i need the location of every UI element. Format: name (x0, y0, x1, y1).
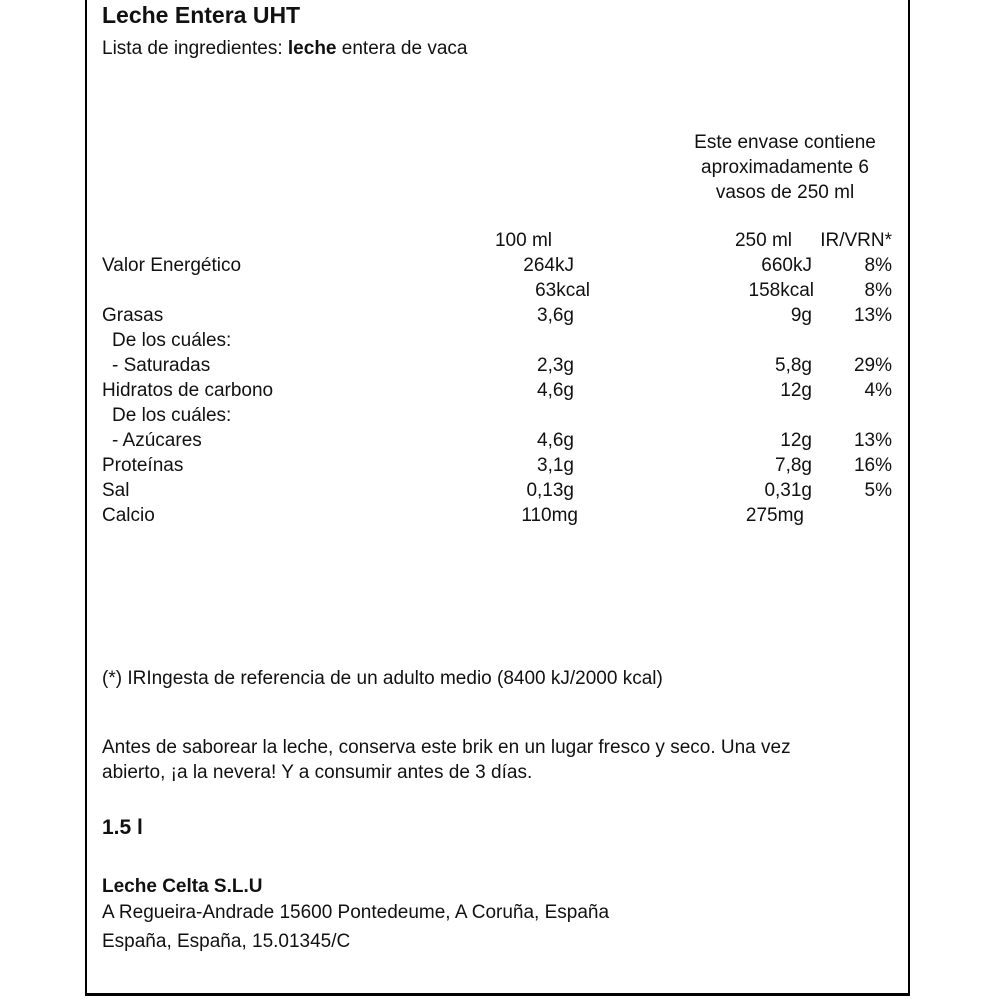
serving-note (640, 130, 930, 205)
value-ir: 4% (864, 380, 892, 401)
table-row (102, 378, 892, 403)
value-per-250: 660kJ (761, 255, 812, 276)
value-per-250: 9g (790, 305, 812, 326)
ingredients-allergen: leche (287, 38, 337, 59)
table-row (102, 478, 892, 503)
value-per-100: 3,6g (537, 305, 574, 326)
nutrient-label: Sal (102, 480, 130, 501)
value-per-100: 2,3g (537, 355, 574, 376)
nutrient-label: - Azúcares (112, 430, 202, 451)
value-ir: 13% (853, 305, 892, 326)
value-per-250: 0,31g (764, 480, 812, 501)
ingredients-prefix: Lista de ingredientes: (102, 38, 288, 59)
value-per-250: 7,8g (775, 455, 812, 476)
nutrient-label: Valor Energético (102, 255, 242, 276)
nutrient-label: Grasas (102, 305, 164, 326)
company-registry: España, España, 15.01345/C (102, 931, 351, 952)
header-per-250: 250 ml (734, 230, 792, 251)
nutrient-label: Calcio (102, 505, 155, 526)
table-row (102, 503, 892, 528)
company-address: A Regueira-Andrade 15600 Pontedeume, A Coruña, España (102, 902, 610, 923)
footnote: (*) IRIngesta de referencia de un adulto medio (8400 kJ/2000 kcal) (102, 668, 663, 689)
value-per-100: 264kJ (523, 255, 574, 276)
value-per-100: 3,1g (537, 455, 574, 476)
nutrient-label: - Saturadas (112, 355, 211, 376)
value-ir: 8% (864, 280, 892, 301)
header-per-100: 100 ml (494, 230, 552, 251)
nutrient-sublabel: De los cuáles: (112, 405, 232, 426)
storage-line: abierto, ¡a la nevera! Y a consumir antes de 3 días. (102, 762, 533, 783)
table-row (102, 303, 892, 328)
value-per-250: 275mg (745, 505, 804, 526)
value-per-250: 12g (780, 430, 812, 451)
table-row (102, 353, 892, 378)
value-ir: 29% (853, 355, 892, 376)
value-per-100: 0,13g (526, 480, 574, 501)
value-per-250: 158kcal (748, 280, 814, 301)
table-row (102, 253, 892, 278)
company-name: Leche Celta S.L.U (102, 876, 263, 897)
value-per-100: 63kcal (535, 280, 590, 301)
value-per-250: 5,8g (775, 355, 812, 376)
ingredients-list (102, 38, 467, 60)
value-per-250: 12g (780, 380, 812, 401)
serving-note-line: vasos de 250 ml (715, 182, 855, 203)
storage-line: Antes de saborear la leche, conserva este brik en un lugar fresco y seco. Una vez (102, 737, 791, 758)
header-ir-vrn: IR/VRN* (820, 230, 892, 251)
table-row (102, 453, 892, 478)
nutrient-label: Proteínas (102, 455, 184, 476)
product-title: Leche Entera UHT (102, 2, 301, 28)
value-ir: 5% (864, 480, 892, 501)
value-per-100: 4,6g (537, 380, 574, 401)
ingredients-suffix: entera de vaca (336, 38, 468, 59)
table-header-row (102, 228, 892, 253)
serving-note-line: Este envase contiene (694, 132, 876, 153)
nutrient-label: Hidratos de carbono (102, 380, 274, 401)
value-per-100: 110mg (521, 505, 578, 526)
value-per-100: 4,6g (537, 430, 574, 451)
value-ir: 16% (853, 455, 892, 476)
table-row (102, 403, 892, 428)
value-ir: 13% (853, 430, 892, 451)
nutrient-sublabel: De los cuáles: (112, 330, 232, 351)
volume: 1.5 l (102, 816, 143, 839)
storage-instructions (102, 735, 902, 785)
table-row (102, 278, 892, 303)
serving-note-line: aproximadamente 6 (701, 157, 869, 178)
table-row (102, 328, 892, 353)
value-ir: 8% (864, 255, 892, 276)
table-row (102, 428, 892, 453)
